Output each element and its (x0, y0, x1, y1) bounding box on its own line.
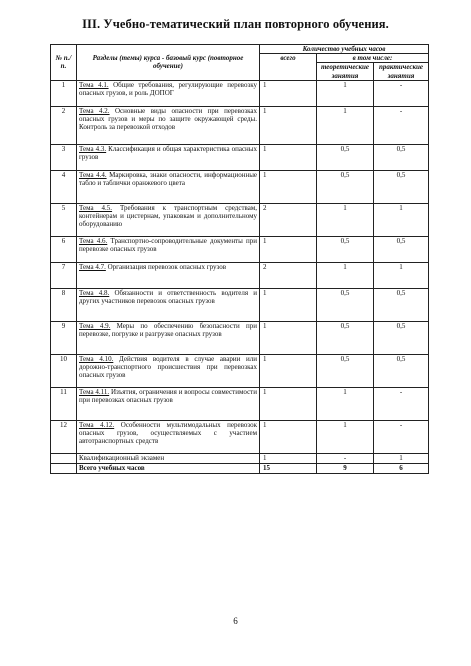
row-theory: 0,5 (317, 321, 374, 354)
header-including: в том числе: (317, 54, 429, 63)
row-theory: 1 (317, 387, 374, 420)
table-row (51, 106, 429, 144)
row-total: 1 (260, 80, 317, 106)
row-tema-label: Тема 4.2. (79, 106, 110, 115)
row-topic-text: Транспортно-сопроводительные документы при перевозке опасных грузов (79, 236, 257, 254)
row-topic (77, 203, 260, 236)
table-row (51, 387, 429, 420)
table-row (51, 203, 429, 236)
total-label: Всего учебных часов (77, 463, 260, 473)
page-title: III. Учебно-тематический план повторного обучения. (82, 17, 389, 31)
row-practice: - (374, 420, 429, 453)
curriculum-table-container (50, 44, 428, 474)
total-hours: 15 (260, 463, 317, 473)
row-topic (77, 106, 260, 144)
row-practice: - (374, 80, 429, 106)
row-theory: 0,5 (317, 288, 374, 321)
row-total: 1 (260, 387, 317, 420)
table-row (51, 420, 429, 453)
row-total: 1 (260, 144, 317, 170)
row-tema-label: Тема 4.12. (79, 420, 115, 429)
table-row (51, 262, 429, 288)
curriculum-table (50, 44, 429, 474)
table-row (51, 321, 429, 354)
row-topic (77, 80, 260, 106)
row-tema-label: Тема 4.4. (79, 170, 107, 179)
row-theory: 1 (317, 106, 374, 144)
row-theory: 0,5 (317, 144, 374, 170)
row-total: 1 (260, 288, 317, 321)
row-topic (77, 262, 260, 288)
row-topic-text: Особенности мультимодальных перевозок опасных грузов, осуществляемых с участием автотранспортных средств (79, 420, 258, 446)
row-tema-label: Тема 4.3. (79, 144, 107, 153)
row-total: 2 (260, 262, 317, 288)
row-tema-label: Тема 4.9. (79, 321, 111, 330)
row-num: 11 (51, 387, 77, 420)
row-num: 2 (51, 106, 77, 144)
row-tema-label: Тема 4.7. (79, 262, 106, 271)
exam-total: 1 (260, 453, 317, 463)
row-num: 8 (51, 288, 77, 321)
table-row (51, 170, 429, 203)
row-tema-label: Тема 4.6. (79, 236, 108, 245)
header-theory: теоретические занятия (317, 63, 374, 80)
row-num: 9 (51, 321, 77, 354)
row-topic (77, 321, 260, 354)
row-num: 5 (51, 203, 77, 236)
row-practice: - (374, 106, 429, 144)
exam-practice: 1 (374, 453, 429, 463)
total-row (51, 463, 429, 473)
row-practice: - (374, 387, 429, 420)
row-practice: 0,5 (374, 288, 429, 321)
row-num: 3 (51, 144, 77, 170)
row-theory: 0,5 (317, 236, 374, 262)
header-total: всего (260, 54, 317, 81)
row-topic (77, 170, 260, 203)
table-row (51, 80, 429, 106)
exam-row (51, 453, 429, 463)
header-row-1 (51, 45, 429, 54)
row-theory: 0,5 (317, 170, 374, 203)
row-topic (77, 387, 260, 420)
row-total: 1 (260, 106, 317, 144)
row-topic (77, 144, 260, 170)
exam-num-empty (51, 453, 77, 463)
header-hours: Количество учебных часов (260, 45, 429, 54)
row-theory: 0,5 (317, 354, 374, 387)
header-section: Разделы (темы) курса - базовый курс (повторное обучение) (77, 45, 260, 81)
row-num: 6 (51, 236, 77, 262)
row-total: 1 (260, 354, 317, 387)
row-num: 10 (51, 354, 77, 387)
row-topic-text: Обязанности и ответственность водителя и других участников перевозок опасных грузов (79, 288, 258, 306)
header-practice: практические занятия (374, 63, 429, 80)
row-topic-text: Действия водителя в случае аварии или дорожно-транспортного происшествия при перевозках опасных грузов (79, 354, 258, 380)
header-num: № п./п. (51, 45, 77, 81)
row-total: 1 (260, 321, 317, 354)
total-theory: 9 (317, 463, 374, 473)
row-num: 4 (51, 170, 77, 203)
table-row (51, 288, 429, 321)
table-row (51, 236, 429, 262)
row-theory: 1 (317, 420, 374, 453)
row-total: 1 (260, 170, 317, 203)
table-row (51, 354, 429, 387)
row-total: 2 (260, 203, 317, 236)
row-topic-text: Общие требования, регулирующие перевозку опасных грузов, и роль ДОПОГ (79, 80, 258, 98)
row-tema-label: Тема 4.1. (79, 80, 109, 89)
row-topic-text: Организация перевозок опасных грузов (107, 262, 227, 271)
row-total: 1 (260, 420, 317, 453)
row-tema-label: Тема 4.11. (79, 387, 110, 396)
row-topic-text: Изъятия, ограничения и вопросы совместимости при перевозках опасных грузов (79, 387, 257, 405)
exam-label: Квалификационный экзамен (77, 453, 260, 463)
row-practice: 1 (374, 203, 429, 236)
total-practice: 6 (374, 463, 429, 473)
row-theory: 1 (317, 80, 374, 106)
row-total: 1 (260, 236, 317, 262)
row-tema-label: Тема 4.5. (79, 203, 113, 212)
row-topic (77, 288, 260, 321)
row-topic (77, 236, 260, 262)
row-topic-text: Требования к транспортным средствам, контейнерам и цистернам, упаковкам и дополнительному оборудованию (79, 203, 258, 229)
row-topic-text: Маркировка, знаки опасности, информационные табло и таблички оранжевого цвета (79, 170, 258, 188)
total-num-empty (51, 463, 77, 473)
row-num: 7 (51, 262, 77, 288)
row-topic (77, 354, 260, 387)
row-topic-text: Меры по обеспечению безопасности при перевозке, погрузке и разгрузке опасных грузов (79, 321, 258, 339)
row-practice: 0,5 (374, 354, 429, 387)
row-practice: 1 (374, 262, 429, 288)
row-practice: 0,5 (374, 321, 429, 354)
row-topic-text: Классификация и общая характеристика опасных грузов (79, 144, 258, 162)
row-practice: 0,5 (374, 144, 429, 170)
exam-theory: - (317, 453, 374, 463)
page-number: 6 (233, 616, 238, 626)
row-num: 12 (51, 420, 77, 453)
row-topic (77, 420, 260, 453)
row-practice: 0,5 (374, 170, 429, 203)
table-row (51, 144, 429, 170)
row-num: 1 (51, 80, 77, 106)
row-tema-label: Тема 4.10. (79, 354, 114, 363)
row-theory: 1 (317, 262, 374, 288)
row-theory: 1 (317, 203, 374, 236)
row-tema-label: Тема 4.8. (79, 288, 110, 297)
row-topic-text: Основные виды опасности при перевозках опасных грузов и меры по защите окружающей среды. Контроль за перевозкой отходов (79, 106, 257, 132)
row-practice: 0,5 (374, 236, 429, 262)
